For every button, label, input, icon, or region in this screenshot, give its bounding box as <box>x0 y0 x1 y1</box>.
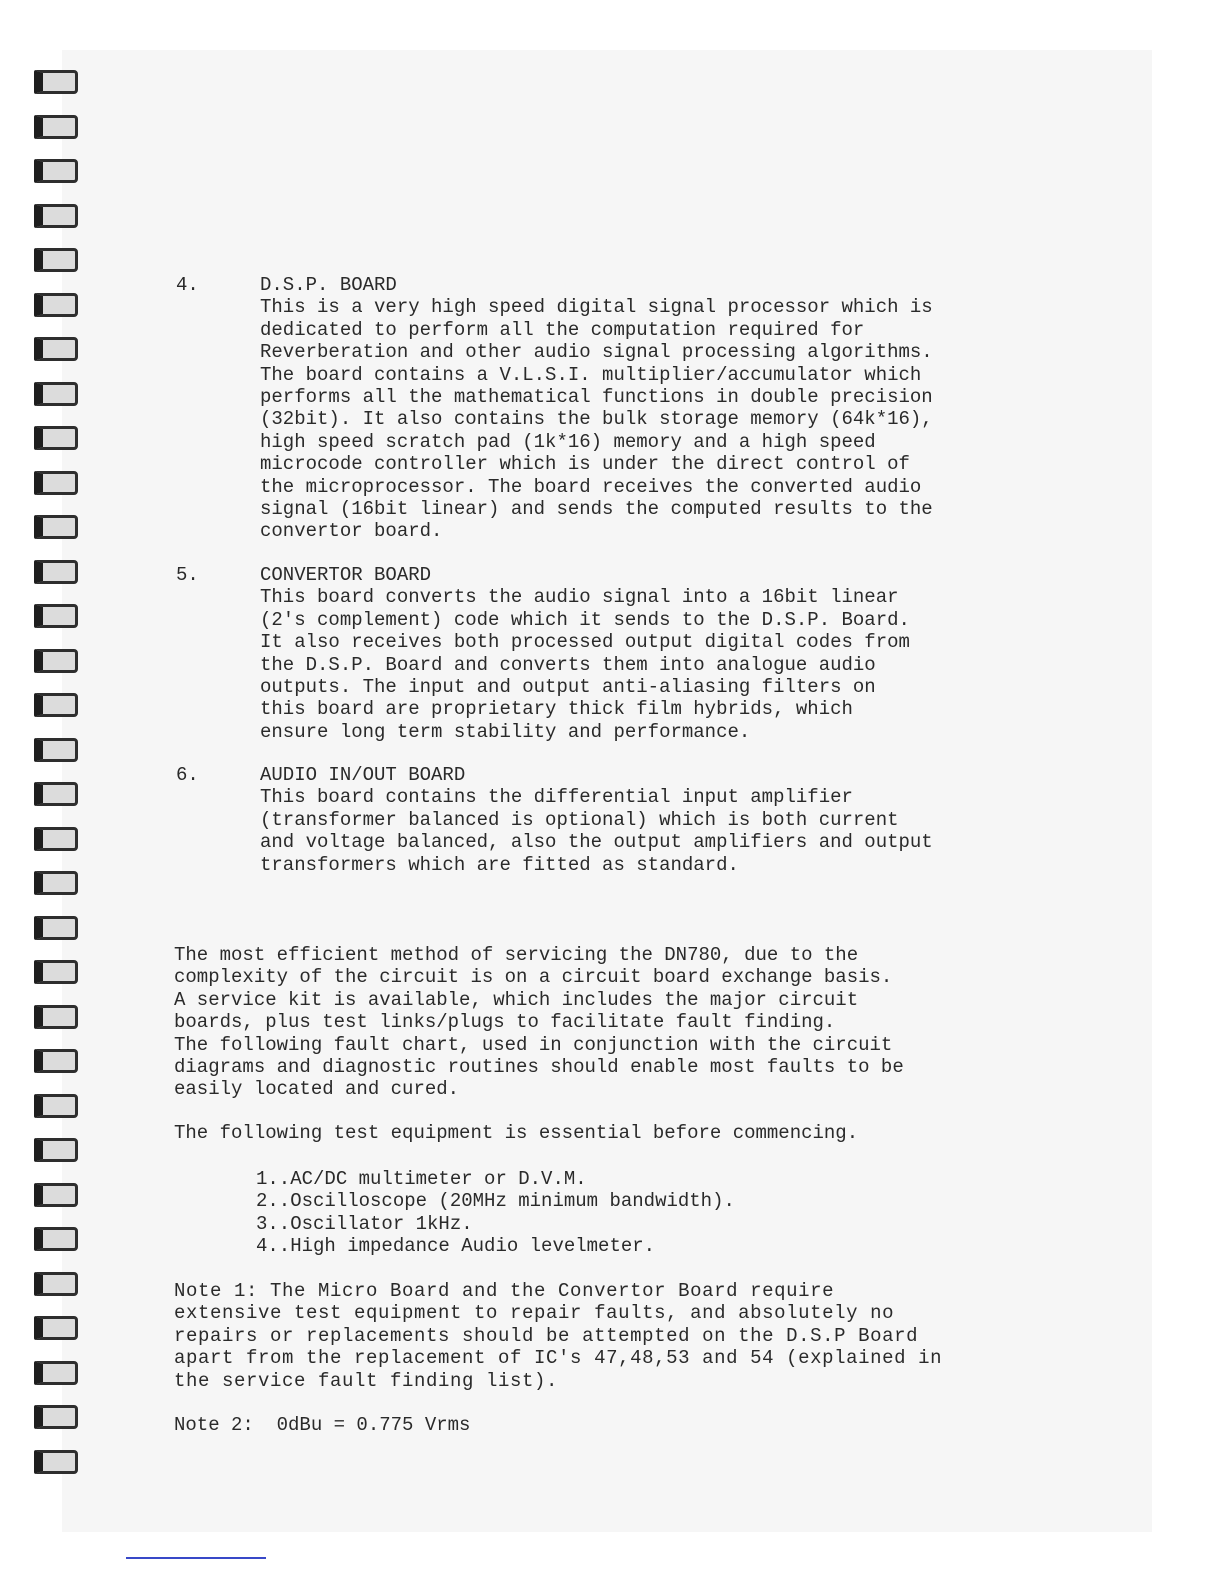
text-line: ensure long term stability and performance. <box>260 720 751 743</box>
binding-ring <box>34 871 78 895</box>
text-line: easily located and cured. <box>174 1078 460 1101</box>
binding-ring <box>34 827 78 851</box>
text-line: microcode controller which is under the direct control of <box>260 453 910 476</box>
binding-ring <box>34 604 78 628</box>
note-1 <box>174 1280 1074 1392</box>
section-heading: CONVERTOR BOARD <box>260 564 432 586</box>
spiral-binding <box>34 70 84 1510</box>
section-number: 5. <box>176 564 199 586</box>
text-line: performs all the mathematical functions in double precision <box>260 386 933 409</box>
section-number: 4. <box>176 274 199 296</box>
list-item: 4..High impedance Audio levelmeter. <box>256 1235 656 1258</box>
binding-ring <box>34 159 78 183</box>
binding-ring <box>34 471 78 495</box>
binding-ring <box>34 1094 78 1118</box>
binding-ring <box>34 382 78 406</box>
text-line: repairs or replacements should be attempted on the D.S.P Board <box>174 1324 919 1347</box>
text-line: This board converts the audio signal into a 16bit linear <box>260 586 899 609</box>
text-line: dedicated to perform all the computation required for <box>260 318 865 341</box>
binding-ring <box>34 560 78 584</box>
binding-ring <box>34 293 78 317</box>
text-line: transformers which are fitted as standard. <box>260 853 739 876</box>
text-line: A service kit is available, which includes the major circuit <box>174 988 859 1011</box>
binding-ring <box>34 1272 78 1296</box>
list-item: 2..Oscilloscope (20MHz minimum bandwidth). <box>256 1190 735 1213</box>
binding-ring <box>34 204 78 228</box>
section-heading: AUDIO IN/OUT BOARD <box>260 764 466 786</box>
text-line: signal (16bit linear) and sends the computed results to the <box>260 498 933 521</box>
text-line: The following fault chart, used in conjunction with the circuit <box>174 1033 893 1056</box>
text-line: (transformer balanced is optional) which is both current <box>260 808 899 831</box>
binding-ring <box>34 515 78 539</box>
text-line: The following test equipment is essential before commencing. <box>174 1122 859 1144</box>
text-line: Note 2: 0dBu = 0.775 Vrms <box>174 1414 471 1436</box>
text-line: diagrams and diagnostic routines should enable most faults to be <box>174 1056 904 1079</box>
binding-ring <box>34 1405 78 1429</box>
list-item: 1..AC/DC multimeter or D.V.M. <box>256 1168 587 1190</box>
equipment-intro <box>174 1122 1074 1144</box>
footer-rule <box>126 1557 266 1559</box>
text-line: the service fault finding list). <box>174 1369 559 1392</box>
binding-ring <box>34 426 78 450</box>
binding-ring <box>34 738 78 762</box>
equipment-list <box>256 1168 735 1258</box>
text-line: Note 1: The Micro Board and the Convertor Board require <box>174 1280 835 1302</box>
binding-ring <box>34 1138 78 1162</box>
binding-ring <box>34 248 78 272</box>
binding-ring <box>34 1049 78 1073</box>
binding-ring <box>34 960 78 984</box>
text-line: It also receives both processed output digital codes from <box>260 631 910 654</box>
text-line: high speed scratch pad (1k*16) memory and a high speed <box>260 430 876 453</box>
list-item: 3..Oscillator 1kHz. <box>256 1212 473 1235</box>
section-number: 6. <box>176 764 199 786</box>
section-heading: D.S.P. BOARD <box>260 274 397 296</box>
text-line: outputs. The input and output anti-aliasing filters on <box>260 676 876 699</box>
text-line: the D.S.P. Board and converts them into analogue audio <box>260 653 876 676</box>
text-line: The most efficient method of servicing the DN780, due to the <box>174 944 859 966</box>
text-line: extensive test equipment to repair faults, and absolutely no <box>174 1302 895 1325</box>
binding-ring <box>34 916 78 940</box>
binding-ring <box>34 337 78 361</box>
text-line: (2's complement) code which it sends to the D.S.P. Board. <box>260 608 910 631</box>
text-line: The board contains a V.L.S.I. multiplier/accumulator which <box>260 363 922 386</box>
binding-ring <box>34 70 78 94</box>
binding-ring <box>34 1005 78 1029</box>
note-2 <box>174 1414 1074 1436</box>
text-line: this board are proprietary thick film hybrids, which <box>260 698 853 721</box>
binding-ring <box>34 693 78 717</box>
text-line: the microprocessor. The board receives the converted audio <box>260 475 922 498</box>
text-line: (32bit). It also contains the bulk storage memory (64k*16), <box>260 408 933 431</box>
text-line: complexity of the circuit is on a circuit board exchange basis. <box>174 966 893 989</box>
text-line: convertor board. <box>260 520 443 543</box>
service-paragraph <box>174 944 1074 1101</box>
binding-ring <box>34 1450 78 1474</box>
binding-ring <box>34 1361 78 1385</box>
binding-ring <box>34 1316 78 1340</box>
binding-ring <box>34 1227 78 1251</box>
binding-ring <box>34 115 78 139</box>
text-line: This is a very high speed digital signal processor which is <box>260 296 933 319</box>
text-line: This board contains the differential input amplifier <box>260 786 853 809</box>
text-line: Reverberation and other audio signal processing algorithms. <box>260 341 933 364</box>
text-line: boards, plus test links/plugs to facilitate fault finding. <box>174 1011 836 1034</box>
text-line: apart from the replacement of IC's 47,48,53 and 54 (explained in <box>174 1347 943 1370</box>
binding-ring <box>34 649 78 673</box>
binding-ring <box>34 782 78 806</box>
text-line: and voltage balanced, also the output amplifiers and output <box>260 831 933 854</box>
binding-ring <box>34 1183 78 1207</box>
